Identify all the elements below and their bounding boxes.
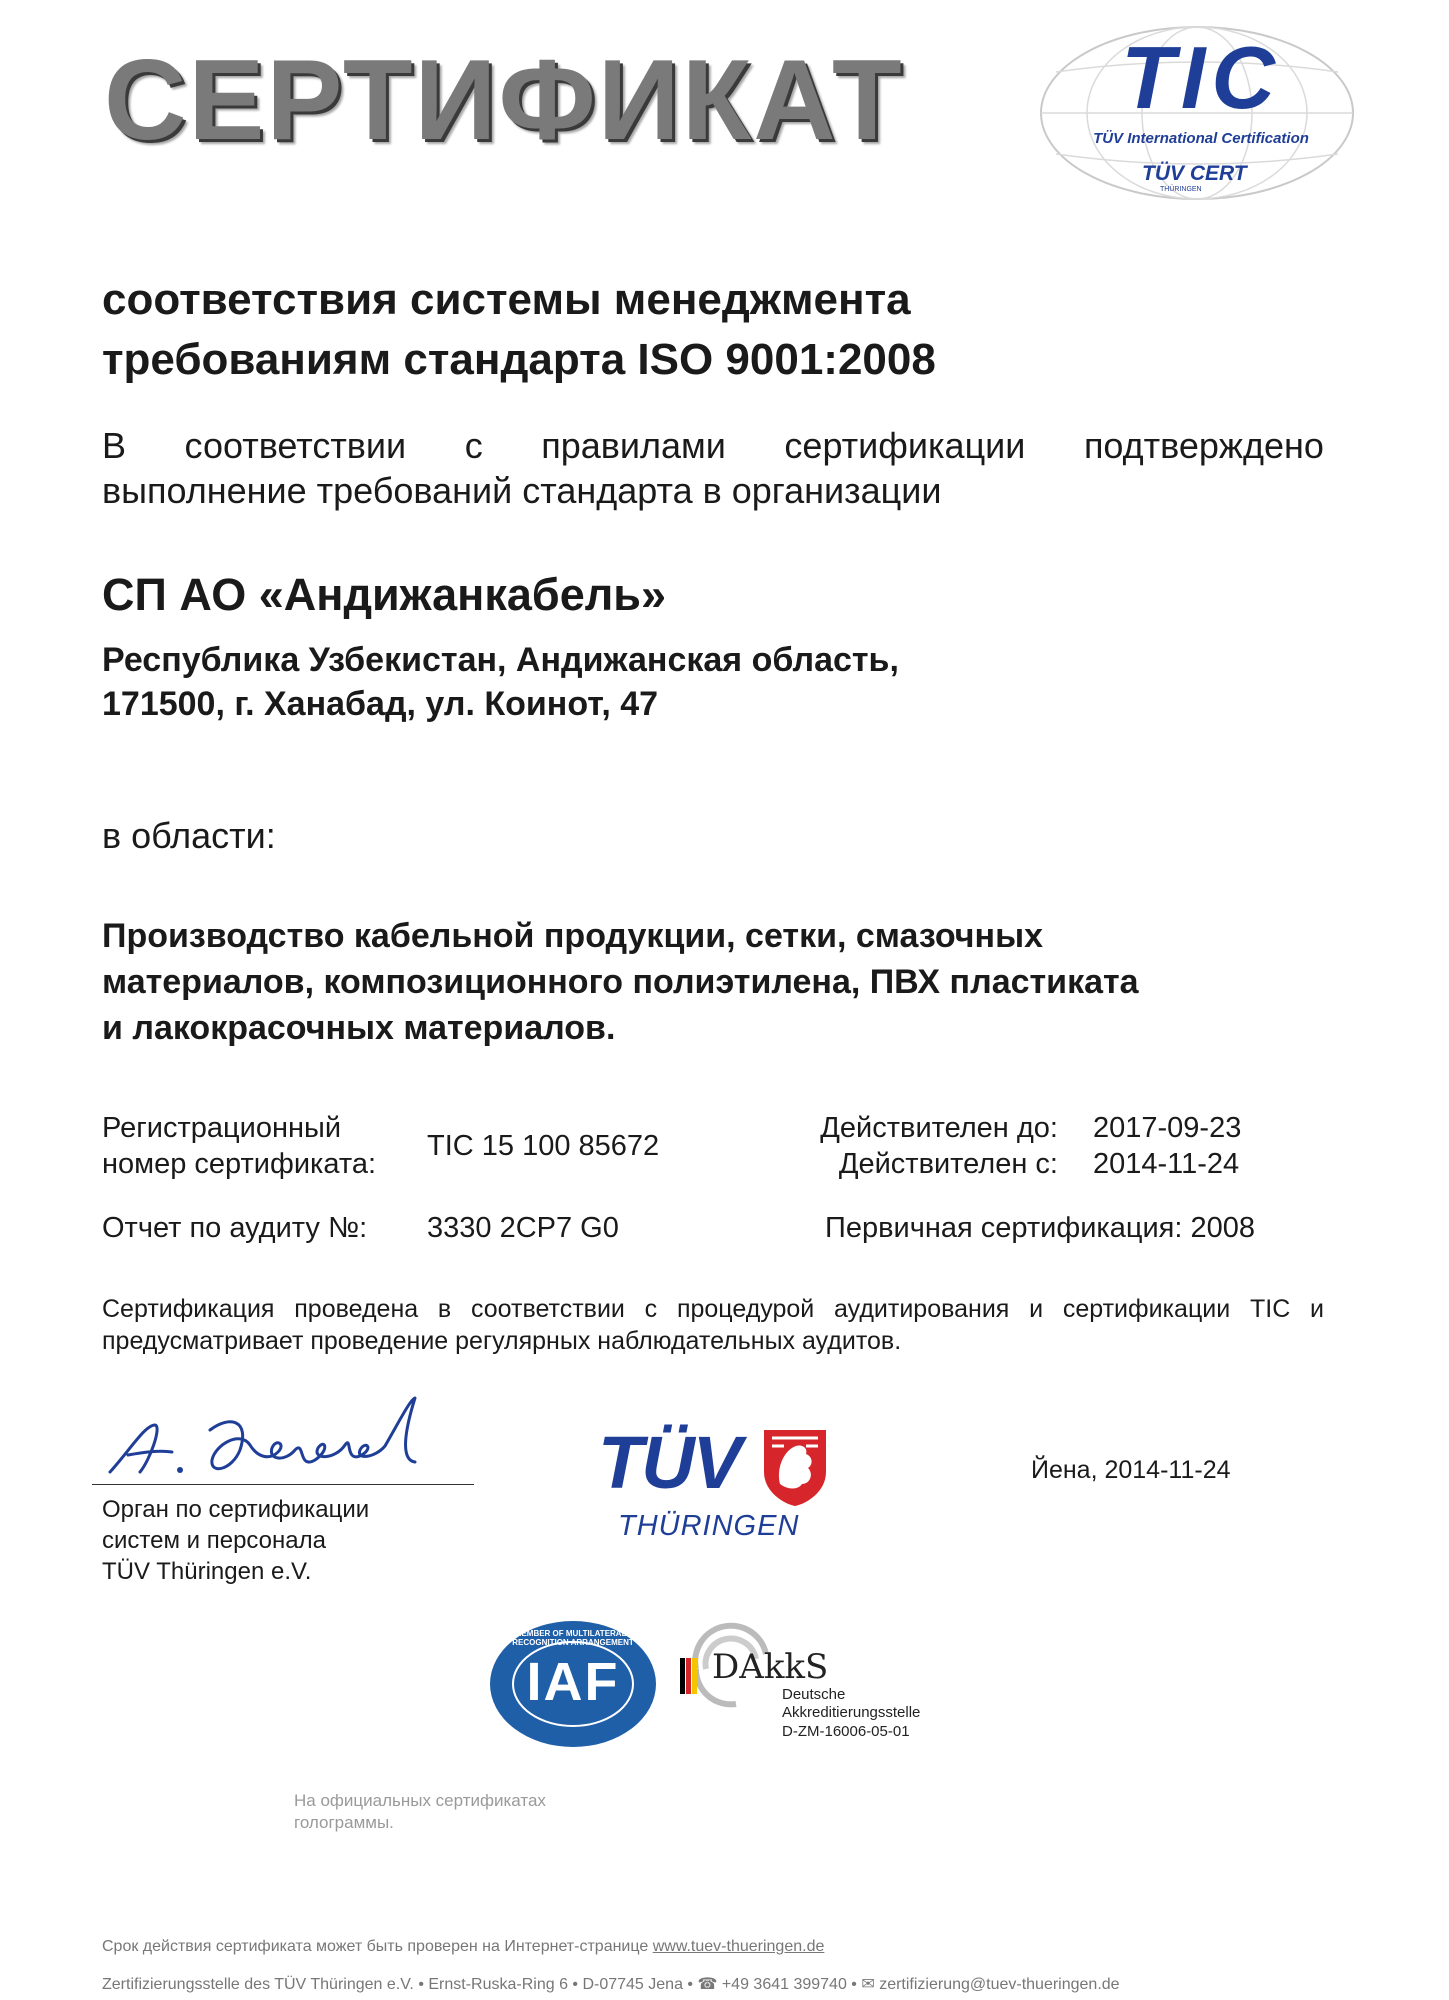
valid-until-label: Действителен до:: [820, 1112, 1058, 1144]
tuv-cert-mark: [1142, 162, 1282, 192]
intro-word: соответствии: [184, 425, 407, 466]
intro-line-1: [102, 424, 1324, 468]
intro-word: сертификации: [784, 425, 1026, 466]
scope-line-2: материалов, композиционного полиэтилена, ПВХ пластиката: [102, 963, 1139, 1001]
tuv-logo-text: TÜV: [598, 1421, 740, 1504]
intro-word: правилами: [541, 425, 726, 466]
intro-word: В: [102, 425, 127, 466]
scope-label: в области:: [102, 815, 276, 856]
dakks-id: D-ZM-16006-05-01: [782, 1723, 910, 1740]
hologram-note-line-2: голограммы.: [294, 1813, 394, 1832]
scope-line-3: и лакокрасочных материалов.: [102, 1009, 616, 1047]
tic-logo-subtitle: TÜV International Certification: [1093, 130, 1309, 147]
signer-line-1: Орган по сертификации: [102, 1496, 370, 1523]
iaf-text: IAF: [526, 1652, 620, 1712]
valid-until-value: 2017-09-23: [1093, 1112, 1242, 1144]
footer-website-link[interactable]: www.tuev-thueringen.de: [652, 1938, 825, 1955]
tuv-cert-text: TÜV CERT: [1142, 162, 1247, 185]
signer-line-2: систем и персонала: [102, 1527, 326, 1554]
footer-validity: [102, 1938, 824, 1956]
dakks-line-2: Akkreditierungsstelle: [782, 1704, 921, 1721]
audit-report-label: Отчет по аудиту №:: [102, 1212, 368, 1244]
tic-logo-text: TIC: [1121, 28, 1281, 127]
reg-number-label-1: Регистрационный: [102, 1112, 342, 1144]
valid-from-value: 2014-11-24: [1093, 1148, 1240, 1180]
organization-name: СП АО «Андижанкабель»: [102, 569, 666, 620]
organization-address-line-2: 171500, г. Ханабад, ул. Коинот, 47: [102, 685, 659, 723]
reg-number-label-2: номер сертификата:: [102, 1148, 377, 1180]
handwritten-signature: [100, 1390, 440, 1490]
iaf-ring-text: MEMBER OF MULTILATERAL · RECOGNITION ARRANGEMENT: [512, 1629, 634, 1647]
tuv-thuringen-logo: [598, 1421, 844, 1556]
initial-certification: Первичная сертификация: 2008: [825, 1212, 1255, 1244]
procedure-note-line-1: [102, 1294, 1324, 1325]
tuv-logo-subtitle: THÜRINGEN: [618, 1510, 800, 1542]
organization-address-line-1: Республика Узбекистан, Андижанская область,: [102, 641, 899, 679]
reg-number-value: TIC 15 100 85672: [427, 1130, 660, 1162]
place-date: Йена, 2014-11-24: [1031, 1456, 1231, 1484]
dakks-text: DAkkS: [712, 1647, 829, 1687]
coat-of-arms-icon: [762, 1428, 828, 1508]
tuv-cert-sub: THÜRINGEN: [1160, 186, 1202, 193]
valid-from-label: Действителен с:: [838, 1148, 1058, 1180]
hologram-note-line-1: На официальных сертификатах: [294, 1791, 546, 1810]
footer-address: Zertifizierungsstelle des TÜV Thüringen e.V. • Ernst-Ruska-Ring 6 • D-07745 Jena • ☎ +49 3641 399740 • ✉ zertifizierung@tuev-thueringen.de: [102, 1976, 1120, 1993]
audit-report-value: 3330 2CP7 G0: [427, 1212, 619, 1244]
dakks-logo: [676, 1614, 956, 1754]
dakks-line-1: Deutsche: [782, 1686, 846, 1703]
tic-logo: [1036, 22, 1358, 204]
certificate-title: СЕРТИФИКАТ: [104, 37, 904, 164]
signature-line: [92, 1484, 474, 1485]
intro-word: с: [464, 425, 483, 466]
scope-line-1: Производство кабельной продукции, сетки, смазочных: [102, 917, 1044, 955]
signer-line-3: TÜV Thüringen e.V.: [102, 1558, 312, 1585]
procedure-note-line-2: предусматривает проведение регулярных наблюдательных аудитов.: [102, 1327, 902, 1355]
subject-line-2: требованиям стандарта ISO 9001:2008: [102, 335, 936, 384]
intro-line-2: выполнение требований стандарта в организации: [102, 470, 942, 511]
footer-validity-text: Срок действия сертификата может быть проверен на Интернет-странице: [102, 1938, 649, 1955]
iaf-logo: [488, 1619, 658, 1749]
intro-word: подтверждено: [1083, 425, 1324, 466]
subject-line-1: соответствия системы менеджмента: [102, 275, 911, 324]
procedure-note-text-1: Сертификация проведена в соответствии с процедурой аудитирования и сертификации TIC и: [102, 1295, 1324, 1323]
